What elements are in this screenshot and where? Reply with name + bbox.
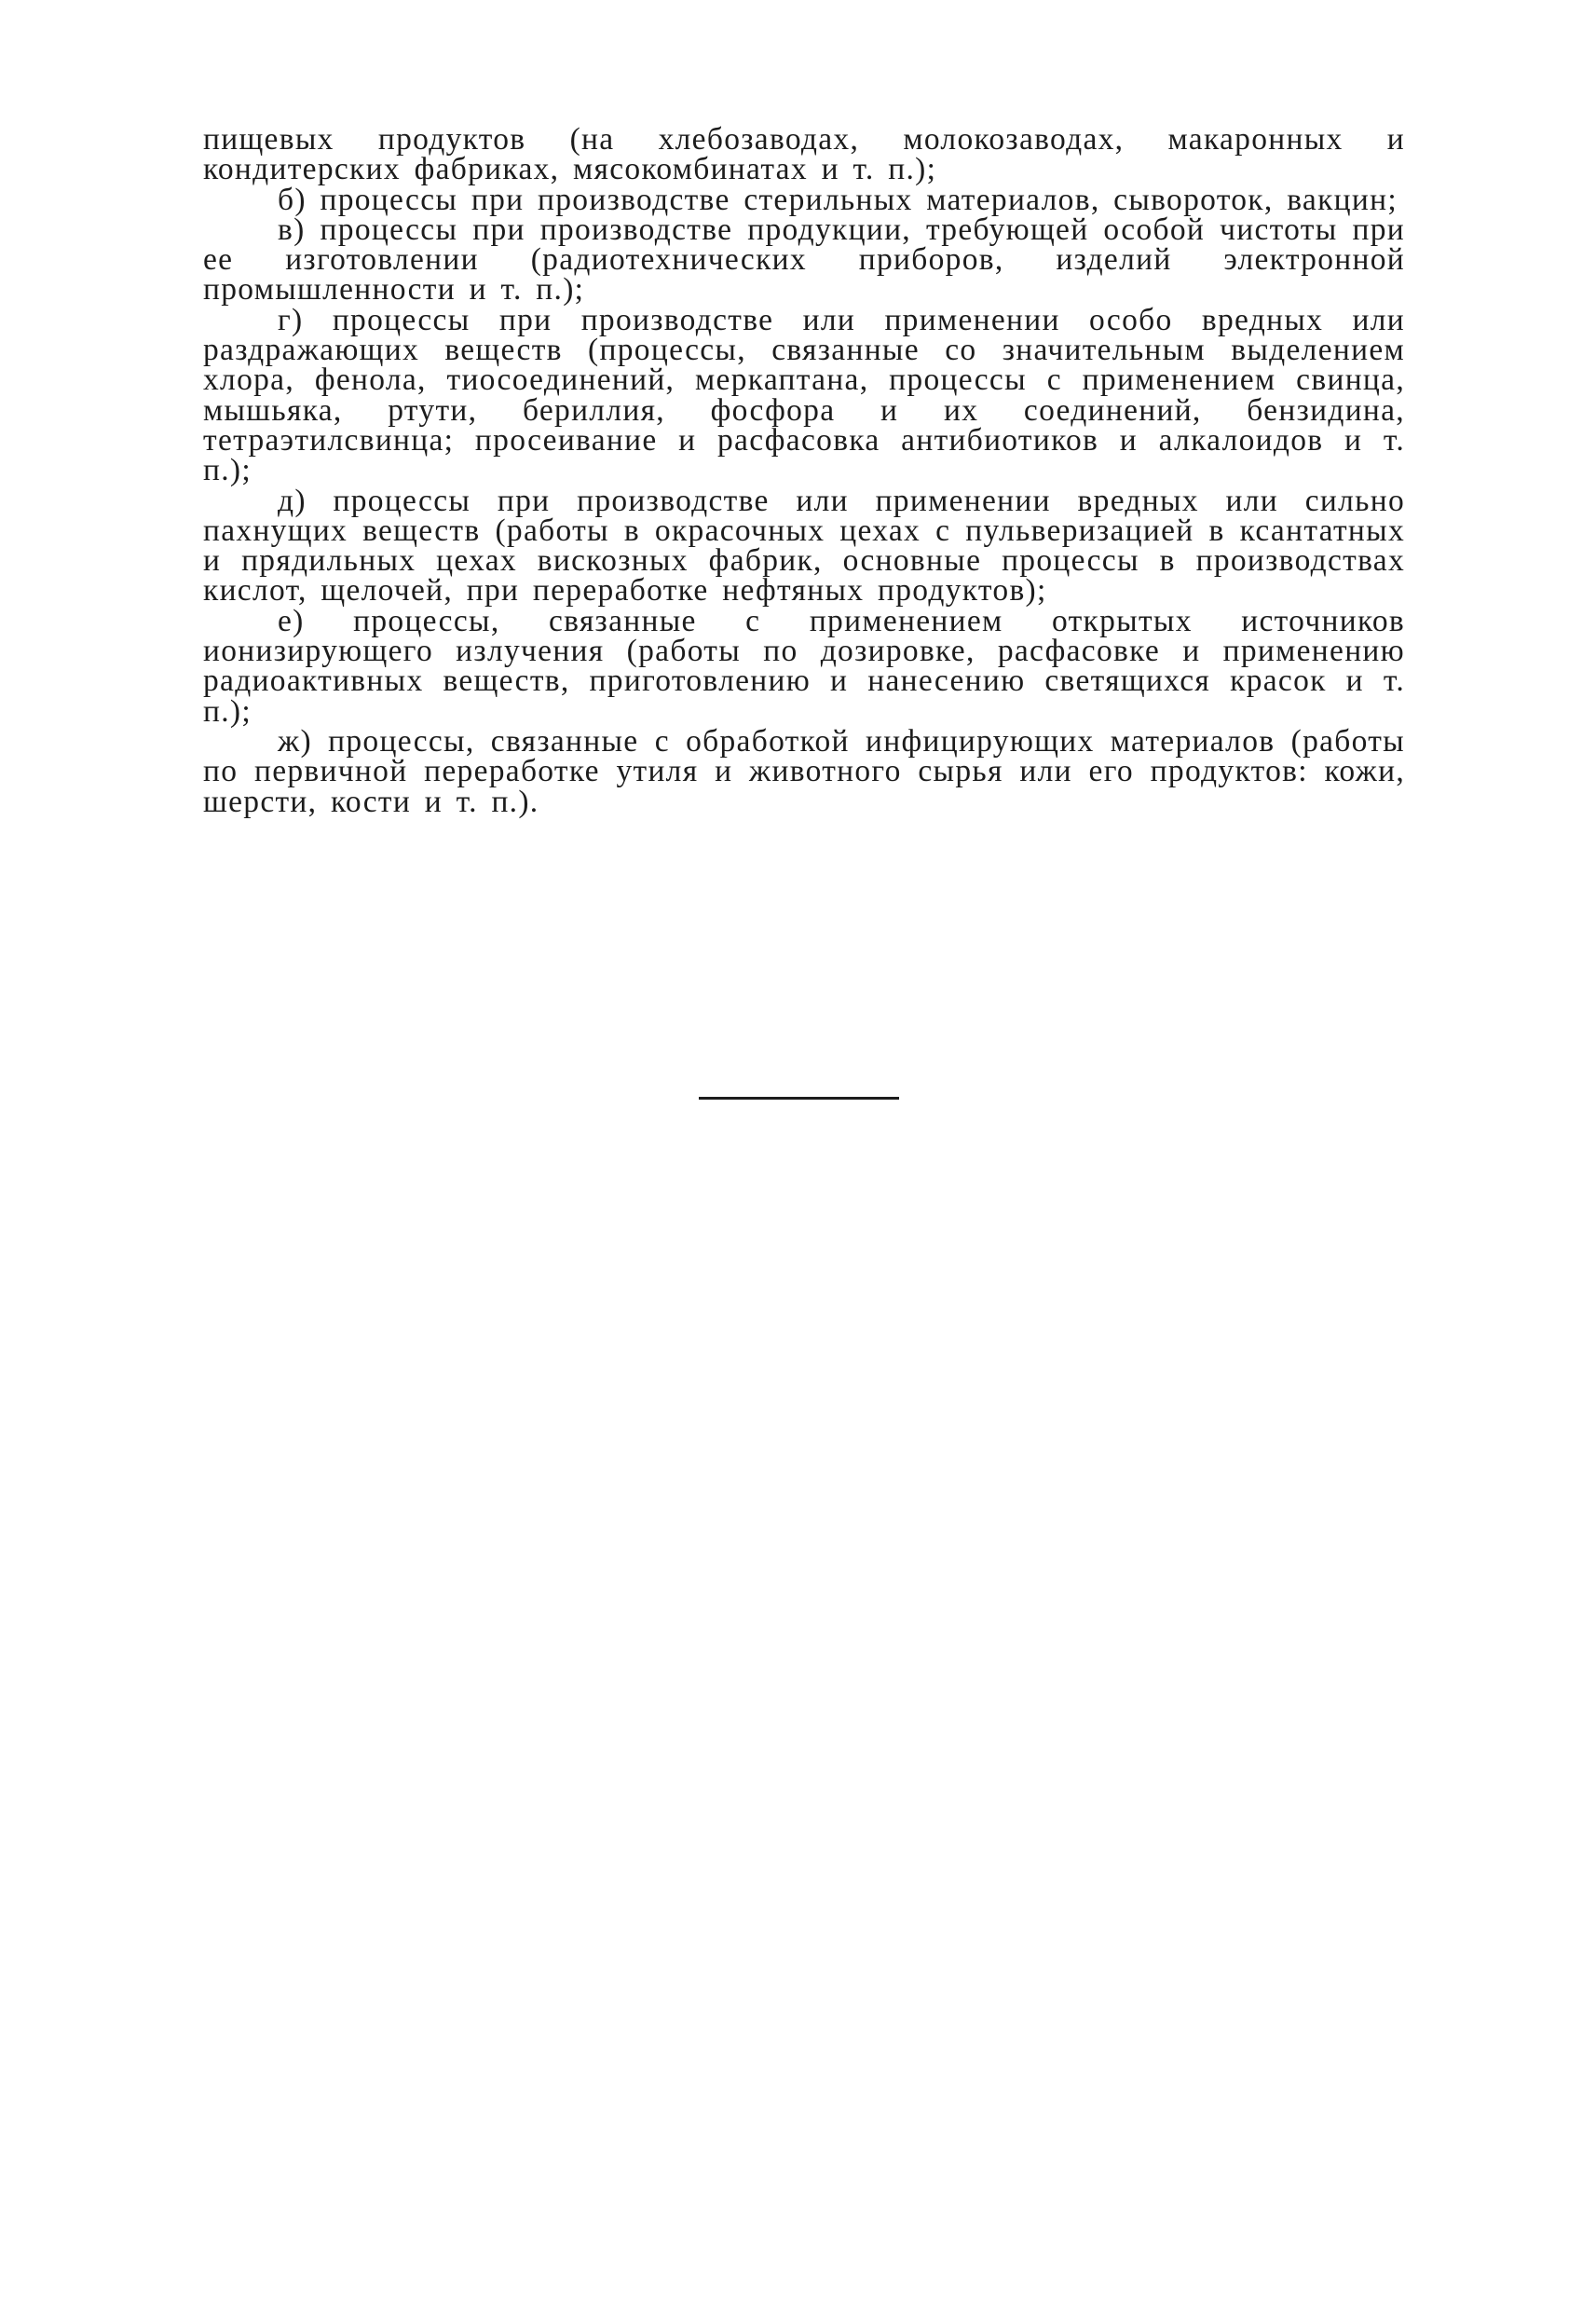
paragraph-item-zh: ж) процессы, связанные с обработкой инфицирующих материалов (работы по первичной переработке утиля и животного сырья или его продуктов: кожи, шерсти, кости и т. п.). xyxy=(203,723,1405,819)
end-separator-line xyxy=(699,1097,899,1100)
paragraph-item-v: в) процессы при производстве продукции, требующей особой чистоты при ее изготовлении (радиотехнических приборов, изделий электронной промышленности и т. п.); xyxy=(203,212,1405,308)
paragraph-item-d: д) процессы при производстве или применении вредных или сильно пахнущих веществ (работы в окрасочных цехах с пульверизацией в ксантатных и прядильных цехах вискозных фабрик, основные процессы в производствах кислот, щелочей, при переработке нефтяных продуктов); xyxy=(203,483,1405,609)
paragraph-item-e: е) процессы, связанные с применением открытых источников ионизирующего излучения (работы по дозировке, расфасовке и применению радиоактивных веществ, приготовлению и нанесению светящихся красок и т. п.); xyxy=(203,603,1405,729)
paragraph-food-products: пищевых продуктов (на хлебозаводах, молокозаводах, макаронных и кондитерских фабриках, мясокомбинатах и т. п.); xyxy=(203,122,1405,187)
document-body xyxy=(203,122,1405,819)
paragraph-item-b: б) процессы при производстве стерильных материалов, сывороток, вакцин; xyxy=(278,182,1398,217)
paragraph-item-g: г) процессы при производстве или применении особо вредных или раздражающих веществ (процессы, связанные со значительным выделением хлора, фенола, тиосоединений, меркаптана, процессы с применением свинца, мышьяка, ртути, бериллия, фосфора и их соединений, бензидина, тетраэтилсвинца; просеивание и расфасовка антибиотиков и алкалоидов и т. п.); xyxy=(203,302,1405,488)
